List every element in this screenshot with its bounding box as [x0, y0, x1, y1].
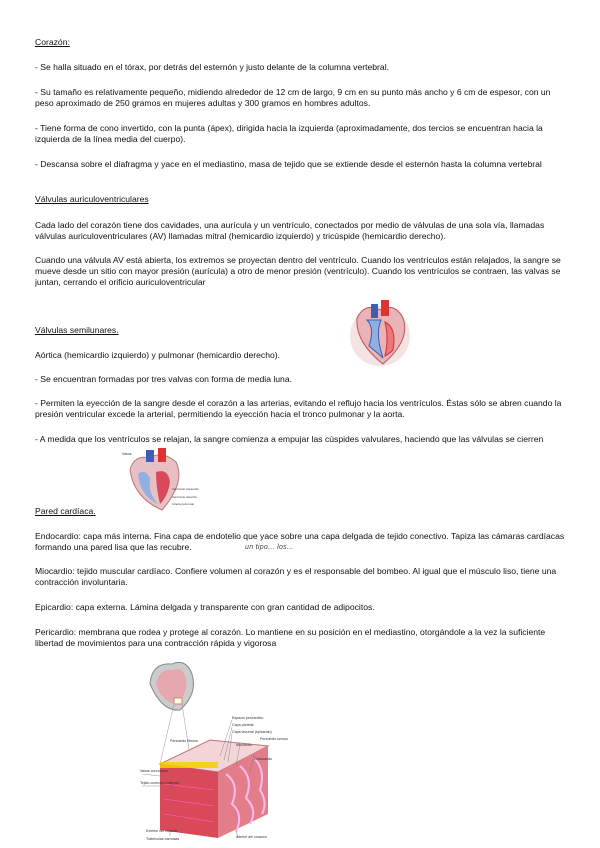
heart-illustration — [120, 448, 199, 516]
paragraph: Epicardio: capa externa. Lámina delgada y transparente con gran cantidad de adipocitos. — [35, 602, 375, 612]
paragraph: - Tiene forma de cono invertido, con la punta (ápex), dirigida hacia la izquierda (aproximadamente, dos tercios se encuentran hacia la izquierda de la línea media del cuerpo). — [35, 123, 543, 144]
paragraph: Endocardio: capa más interna. Fina capa de endotelio que yace sobre una capa delgada de tejido conectivo. Tapiza las cámaras cardíacas formando una pared lisa que las recubre. — [35, 531, 565, 552]
wall-label: Tejido conectivo adiposo — [140, 781, 180, 785]
heart-label: Vasos — [122, 452, 132, 456]
heart-label: Ventrículo derecho — [172, 495, 198, 499]
wall-label: Exterior del corazón — [146, 829, 178, 833]
wall-label: Capa visceral (epicardio) — [232, 730, 272, 734]
heading-pared-cardiaca: Pared cardíaca. — [35, 506, 96, 516]
paragraph: Cuando una válvula AV está abierta, los extremos se proyectan dentro del ventrículo. Cuando los ventrículos están relajados, la sangre se mueve desde un sitio con mayor presión (aurícula) a otro de menor presión (ventrículo). Cuando los ventrículos se contraen, las valvas se juntan, cerrando el orificio auriculoventricular — [35, 255, 561, 287]
heading-corazon: Corazón: — [35, 37, 70, 47]
paragraph: Miocardio: tejido muscular cardíaco. Confiere volumen al corazón y es el responsable del bombeo. Al igual que el músculo liso, tiene una contracción involuntaria. — [35, 566, 557, 587]
wall-label: Interior del corazón — [236, 835, 267, 839]
paragraph: - Su tamaño es relativamente pequeño, midiendo alrededor de 12 cm de largo, 9 cm en su punto más ancho y 6 cm de espesor, con un peso aproximado de 250 gramos en mujeres adultas y 300 gramos en hombres adultos. — [35, 87, 551, 108]
paragraph: Cada lado del corazón tiene dos cavidades, una aurícula y un ventrículo, conectados por medio de válvulas de una sola vía, llamadas válvulas auriculoventriculares (AV) llamadas mitral (hemicardio izquierdo) y tricúspide (hemicardio derecho). — [35, 220, 545, 241]
wall-label: Pericardio seroso — [260, 737, 288, 741]
wall-label: Miocardio — [236, 743, 252, 747]
paragraph: - Descansa sobre el diafragma y yace en el mediastino, masa de tejido que se extiende desde el esternón hasta la columna vertebral — [35, 159, 542, 169]
wall-label: Vasos coronarios — [140, 769, 168, 773]
heading-valvulas-av: Válvulas auriculoventriculares — [35, 194, 149, 204]
heart-label: Ventrículo izquierdo — [172, 487, 199, 491]
wall-label: Espacio pericárdico — [232, 716, 264, 720]
wall-label: Trabéculas carnosas — [146, 837, 180, 841]
handwritten-note: un tipo... los... — [245, 544, 294, 551]
wall-label: Endocardio — [254, 757, 273, 761]
wall-label: Capa parietal — [232, 723, 254, 727]
paragraph: - Se encuentran formadas por tres valvas con forma de media luna. — [35, 374, 292, 384]
wall-label: Pericardio fibroso — [170, 739, 198, 743]
paragraph: Aórtica (hemicardio izquierdo) y pulmonar (hemicardio derecho). — [35, 350, 281, 360]
paragraph: - Permiten la eyección de la sangre desde el corazón a las arterias, evitando el reflujo hacia los ventrículos. Éstas sólo se abren cuando la presión ventricular excede la arterial, permitiendo la eyección hacia el tronco pulmonar y la aorta. — [35, 398, 562, 419]
paragraph: - Se halla situado en el tórax, por detrás del esternón y justo delante de la columna vertebral. — [35, 62, 389, 72]
paragraph: - A medida que los ventrículos se relajan, la sangre comienza a empujar las cúspides valvulares, haciendo que las válvulas se cierren — [35, 434, 544, 444]
heart-label: Arteria pulmonar — [172, 502, 195, 506]
heading-valvulas-semilunares: Válvulas semilunares. — [35, 325, 119, 335]
paragraph: Pericardio: membrana que rodea y protege al corazón. Lo mantiene en su posición en el mediastino, otorgándole a la vez la suficiente libertad de movimientos para una contracción rápida y vigorosa — [35, 627, 546, 648]
heart-wall-illustration — [140, 654, 300, 844]
